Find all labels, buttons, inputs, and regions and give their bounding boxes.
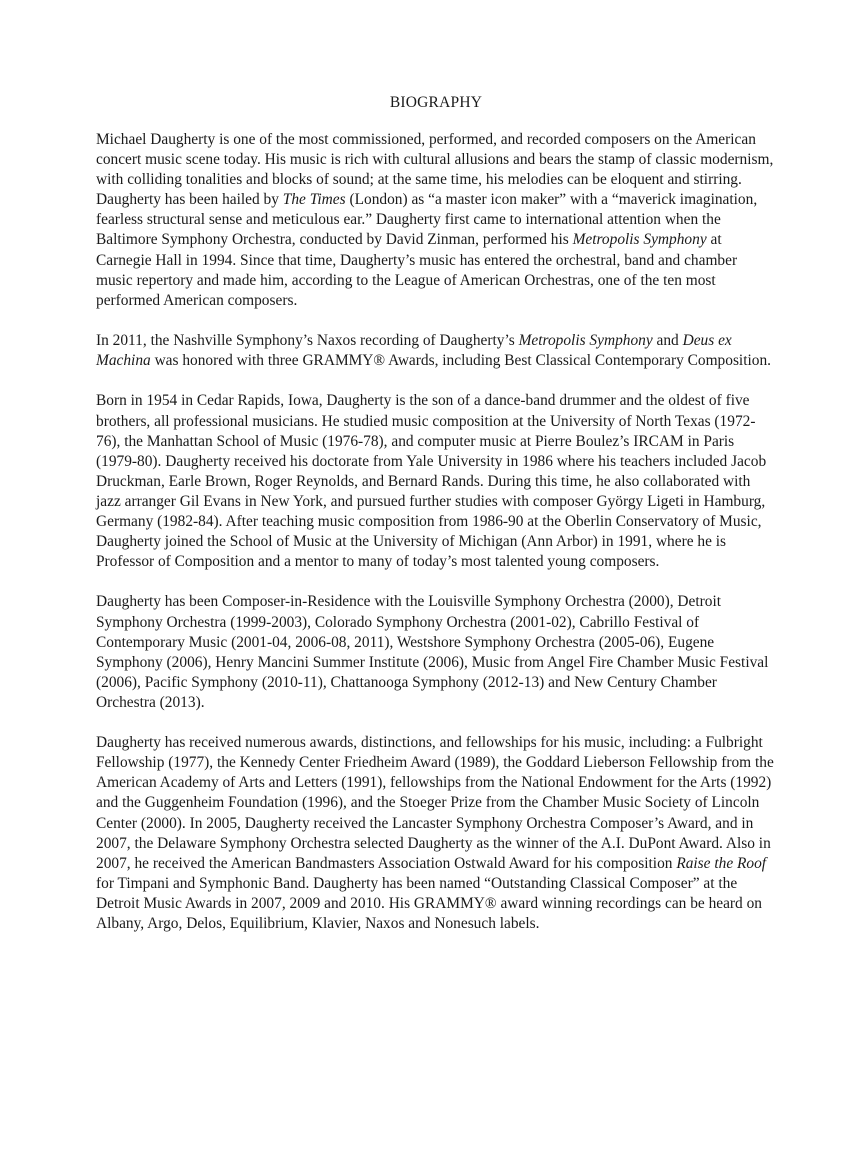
text-segment: and: [652, 332, 683, 350]
italic-title: Metropolis Symphony: [518, 332, 653, 350]
text-segment: Born in 1954 in Cedar Rapids, Iowa, Daugherty is the son of a dance-band drummer and the oldest of five brothers, all professional musicians. He studied music composition at the University of North Texas (1972-76), the Manhattan School of Music (1976-78), and computer music at Pierre Boulez’s IRCAM in Paris (1979-80). Daugherty received his doctorate from Yale University in 1986 where his teachers included Jacob Druckman, Earle Brown, Roger Reynolds, and Bernard Rands. During this time, he also collaborated with jazz arranger Gil Evans in New York, and pursued further studies with composer György Ligeti in Hamburg, Germany (1982-84). After teaching music composition from 1986-90 at the Oberlin Conservatory of Music, Daugherty joined the School of Music at the University of Michigan (Ann Arbor) in 1991, where he is Professor of Composition and a mentor to many of today’s most talented young composers.: [96, 392, 767, 571]
text-segment: Daugherty has received numerous awards, distinctions, and fellowships for his music, including: a Fulbright Fellowship (1977), the Kennedy Center Friedheim Award (1989), the Goddard Lieberson Fellowship from the American Academy of Arts and Letters (1991), fellowships from the National Endowment for the Arts (1992) and the Guggenheim Foundation (1996), and the Stoeger Prize from the Chamber Music Society of Lincoln Center (2000). In 2005, Daugherty received the Lancaster Symphony Orchestra Composer’s Award, and in 2007, the Delaware Symphony Orchestra selected Daugherty as the winner of the A.I. DuPont Award. Also in 2007, he received the American Bandmasters Association Ostwald Award for his composition: [96, 734, 774, 872]
paragraph-grammy: [96, 331, 776, 371]
document-page: [96, 93, 776, 954]
text-segment: Daugherty has been Composer-in-Residence with the Louisville Symphony Orchestra (2000), Detroit Symphony Orchestra (1999-2003), Colorado Symphony Orchestra (2001-02), Cabrillo Festival of Contemporary Music (2001-04, 2006-08, 2011), Westshore Symphony Orchestra (2005-06), Eugene Symphony (2006), Henry Mancini Summer Institute (2006), Music from Angel Fire Chamber Music Festival (2006), Pacific Symphony (2010-11), Chattanooga Symphony (2012-13) and New Century Chamber Orchestra (2013).: [96, 593, 769, 711]
italic-title: Metropolis Symphony: [572, 231, 707, 249]
text-segment: at Carnegie Hall in 1994. Since that time, Daugherty’s music has entered the orchestral, band and chamber music repertory and made him, according to the League of American Orchestras, one of the ten most performed American composers.: [96, 231, 738, 309]
paragraph-education: [96, 391, 776, 572]
text-segment: In 2011, the Nashville Symphony’s Naxos recording of Daugherty’s: [96, 332, 519, 350]
paragraph-awards: [96, 733, 776, 934]
italic-title: The Times: [282, 191, 346, 209]
paragraph-intro: [96, 130, 776, 311]
italic-title: Deus ex Machina: [96, 332, 732, 370]
text-segment: for Timpani and Symphonic Band. Daugherty has been named “Outstanding Classical Composer” at the Detroit Music Awards in 2007, 2009 and 2010. His GRAMMY® award winning recordings can be heard on Albany, Argo, Delos, Equilibrium, Klavier, Naxos and Nonesuch labels.: [96, 874, 762, 933]
paragraph-residencies: [96, 592, 776, 713]
page-title: BIOGRAPHY: [389, 94, 483, 111]
italic-title: Raise the Roof: [676, 854, 767, 872]
text-segment: (London) as “a master icon maker” with a “maverick imagination, fearless structural sense and meticulous ear.” Daugherty first came to international attention when the Baltimore Symphony Orchestra, conducted by David Zinman, performed his: [96, 191, 758, 249]
text-segment: was honored with three GRAMMY® Awards, including Best Classical Contemporary Composition.: [150, 352, 772, 370]
text-segment: Michael Daugherty is one of the most commissioned, performed, and recorded composers on the American concert music scene today. His music is rich with cultural allusions and bears the stamp of classic modernism, with colliding tonalities and blocks of sound; at the same time, his melodies can be eloquent and stirring. Daugherty has been hailed by: [96, 131, 774, 209]
